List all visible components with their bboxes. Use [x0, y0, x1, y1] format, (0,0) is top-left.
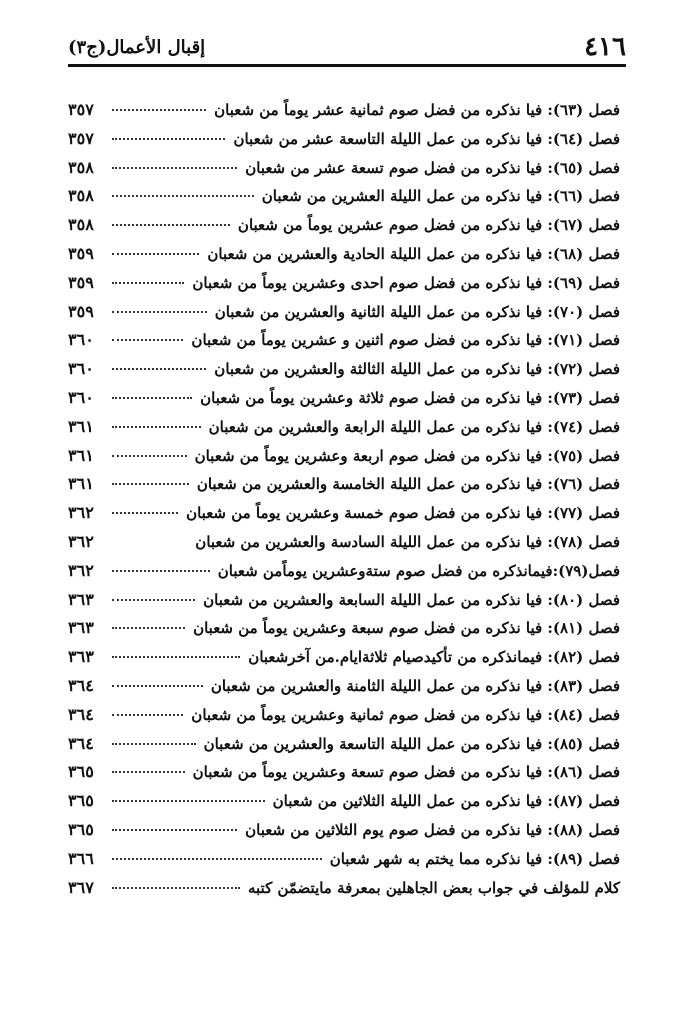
- toc-entry-title: فصل (٧٢): فيا نذكره من عمل الليلة الثالثة والعشرين من شعبان: [214, 360, 620, 379]
- toc-leader-dots: [112, 109, 206, 111]
- toc-entry-title: فصل (٨٥): فيا نذكره من عمل الليلة التاسعة والعشرين من شعبان: [203, 734, 620, 753]
- toc-entry-page: ٣٦١: [68, 474, 94, 494]
- toc-leader-dots: [112, 887, 240, 889]
- toc-leader-dots: [112, 858, 322, 860]
- toc-row: [68, 561, 620, 590]
- toc-entry-title: فصل (٨٧): فيا نذكره من عمل الليلة الثلاثين من شعبان: [272, 792, 620, 811]
- toc-entry-title: فصل (٨١): فيا نذكره من فضل صوم سبعة وعشرين يوماً من شعبان: [193, 619, 620, 638]
- toc-leader-dots: [112, 714, 183, 716]
- toc-row: [68, 417, 620, 446]
- toc-row: [68, 273, 620, 302]
- toc-leader-dots: [112, 685, 203, 687]
- toc-row: [68, 244, 620, 273]
- toc-entry-title: فصل (٦٥): فيا نذكره من فضل صوم تسعة عشر من شعبان: [245, 158, 620, 177]
- toc-entry-title: فصل (٧١): فيا نذكره من فضل صوم اثنين و عشرين يوماً من شعبان: [191, 331, 620, 350]
- toc-row: [68, 302, 620, 331]
- toc-row: [68, 647, 620, 676]
- toc-entry-page: ٣٦٥: [68, 762, 94, 782]
- toc-entry-page: ٣٥٨: [68, 186, 94, 206]
- toc-entry-title: فصل (٧٣): فيا نذكره من فضل صوم ثلاثة وعشرين يوماً من شعبان: [200, 388, 620, 407]
- toc-entry-title: فصل (٦٧): فيا نذكره من فضل صوم عشرين يوماً من شعبان: [237, 216, 620, 235]
- toc-leader-dots: [112, 829, 237, 831]
- toc-entry-title: فصل (٨٦): فيا نذكره من فضل صوم تسعة وعشرين يوماً من شعبان: [192, 763, 620, 782]
- toc-leader-dots: [112, 599, 195, 601]
- toc-row: [68, 705, 620, 734]
- toc-row: [68, 474, 620, 503]
- toc-row: [68, 878, 620, 907]
- toc-row: [68, 849, 620, 878]
- toc-entry-title: فصل (٧٧): فيا نذكره من فضل صوم خمسة وعشرين يوماً من شعبان: [186, 504, 620, 523]
- toc-entry-page: ٣٦٣: [68, 589, 94, 609]
- toc-leader-dots: [112, 656, 240, 658]
- toc-row: [68, 532, 620, 561]
- toc-entry-page: ٣٦٢: [68, 503, 94, 523]
- toc-entry-title: فصل (٨٣): فيا نذكره من عمل الليلة الثامنة والعشرين من شعبان: [210, 676, 620, 695]
- toc-entry-title: فصل (٦٨): فيا نذكره من عمل الليلة الحادية والعشرين من شعبان: [207, 244, 620, 263]
- toc-entry-page: ٣٥٩: [68, 243, 94, 263]
- toc-entry-page: ٣٦٥: [68, 819, 94, 839]
- toc-row: [68, 791, 620, 820]
- running-title: إقبال الأعمال(ج٣): [68, 36, 206, 58]
- toc-entry-page: ٣٦٧: [68, 877, 94, 897]
- page-number: ٤١٦: [584, 32, 626, 62]
- toc-row: [68, 388, 620, 417]
- toc-entry-page: ٣٦٣: [68, 618, 94, 638]
- toc-row: [68, 676, 620, 705]
- toc-entry-page: ٣٦٤: [68, 704, 94, 724]
- toc-entry-page: ٣٦١: [68, 416, 94, 436]
- toc-entry-page: ٣٦٢: [68, 560, 94, 580]
- toc-leader-dots: [112, 455, 187, 457]
- toc-row: [68, 129, 620, 158]
- toc-entry-title: فصل (٧٨): فيا نذكره من عمل الليلة السادسة والعشرين من شعبان: [195, 532, 620, 551]
- toc-leader-dots: [112, 800, 265, 802]
- toc-entry-page: ٣٥٧: [68, 100, 94, 119]
- toc-leader-dots: [112, 339, 183, 341]
- toc-leader-dots: [112, 771, 185, 773]
- toc-entry-title: فصل (٧٥): فيا نذكره من فضل صوم اربعة وعشرين يوماً من شعبان: [194, 446, 620, 465]
- toc-row: [68, 446, 620, 475]
- toc-entry-page: ٣٦٣: [68, 647, 94, 667]
- toc-entry-page: ٣٦٠: [68, 359, 94, 379]
- toc-leader-dots: [112, 311, 207, 313]
- toc-row: [68, 330, 620, 359]
- toc-leader-dots: [112, 483, 189, 485]
- toc-entry-page: ٣٦٤: [68, 675, 94, 695]
- toc-entry-title: فصل (٦٦): فيا نذكره من عمل الليلة العشرين من شعبان: [261, 187, 620, 206]
- toc-row: [68, 215, 620, 244]
- toc-leader-dots: [112, 167, 237, 169]
- toc-row: [68, 762, 620, 791]
- toc-entry-page: ٣٦٥: [68, 791, 94, 811]
- toc-row: [68, 359, 620, 388]
- toc-row: [68, 100, 620, 129]
- toc-entry-title: فصل (٦٩): فيا نذكره من فضل صوم احدى وعشرين يوماً من شعبان: [192, 273, 620, 292]
- toc-entry-title: كلام للمؤلف في جواب بعض الجاهلين بمعرفة مايتضمّن كتبه: [247, 878, 620, 897]
- toc-leader-dots: [112, 368, 206, 370]
- toc-entry-page: ٣٦٢: [68, 531, 94, 551]
- toc-entry-page: ٣٥٧: [68, 128, 94, 148]
- toc-leader-dots: [112, 743, 196, 745]
- toc-entry-page: ٣٦٦: [68, 848, 94, 868]
- toc-entry-title: فصل (٨٤): فيا نذكره من فضل صوم ثمانية وعشرين يوماً من شعبان: [191, 705, 620, 724]
- toc-leader-dots: [112, 397, 192, 399]
- toc-entry-title: فصل (٦٣): فيا نذكره من فضل صوم ثمانية عشر يوماً من شعبان: [214, 101, 620, 119]
- toc-entry-page: ٣٥٩: [68, 301, 94, 321]
- toc-entry-page: ٣٦٠: [68, 330, 94, 350]
- toc-entry-page: ٣٥٨: [68, 215, 94, 235]
- toc-leader-dots: [112, 138, 225, 140]
- toc-entry-page: ٣٦٠: [68, 387, 94, 407]
- toc-entry-page: ٣٥٨: [68, 157, 94, 177]
- toc-entry-title: فصل (٧٤): فيا نذكره من عمل الليلة الرابعة والعشرين من شعبان: [208, 417, 620, 436]
- toc-entry-title: فصل (٨٠): فيا نذكره من عمل الليلة السابعة والعشرين من شعبان: [203, 590, 620, 609]
- page-header: [68, 32, 626, 62]
- toc-leader-dots: [112, 195, 254, 197]
- toc-leader-dots: [112, 426, 201, 428]
- toc-row: [68, 158, 620, 187]
- toc-entry-title: فصل (٧٠): فيا نذكره من عمل الليلة الثانية والعشرين من شعبان: [214, 302, 620, 321]
- toc-leader-dots: [112, 224, 230, 226]
- toc-row: [68, 503, 620, 532]
- toc-leader-dots: [112, 627, 185, 629]
- toc-leader-dots: [112, 282, 184, 284]
- toc-row: [68, 734, 620, 763]
- table-of-contents: [68, 100, 620, 906]
- toc-row: [68, 186, 620, 215]
- toc-entry-title: فصل (٦٤): فيا نذكره من عمل الليلة التاسعة عشر من شعبان: [233, 129, 620, 148]
- toc-entry-title: فصل (٨٢): فيمانذكره من تأكيدصيام ثلاثةايام.من آخرشعبان: [248, 648, 620, 667]
- toc-entry-title: فصل(٧٩):فيمانذكره من فضل صوم ستةوعشرين يوماًمن شعبان: [217, 561, 620, 580]
- toc-entry-page: ٣٦٤: [68, 733, 94, 753]
- toc-entry-title: فصل (٨٨): فيا نذكره من فضل صوم يوم الثلاثين من شعبان: [245, 820, 620, 839]
- header-rule: [68, 64, 626, 67]
- toc-row: [68, 820, 620, 849]
- toc-leader-dots: [112, 512, 178, 514]
- toc-row: [68, 590, 620, 619]
- toc-entry-title: فصل (٨٩): فيا نذكره مما يختم به شهر شعبان: [329, 849, 620, 868]
- toc-entry-page: ٣٥٩: [68, 272, 94, 292]
- toc-leader-dots: [112, 570, 210, 572]
- toc-row: [68, 618, 620, 647]
- toc-leader-dots: [112, 253, 199, 255]
- toc-entry-title: فصل (٧٦): فيا نذكره من عمل الليلة الخامسة والعشرين من شعبان: [196, 475, 620, 494]
- toc-entry-page: ٣٦١: [68, 445, 94, 465]
